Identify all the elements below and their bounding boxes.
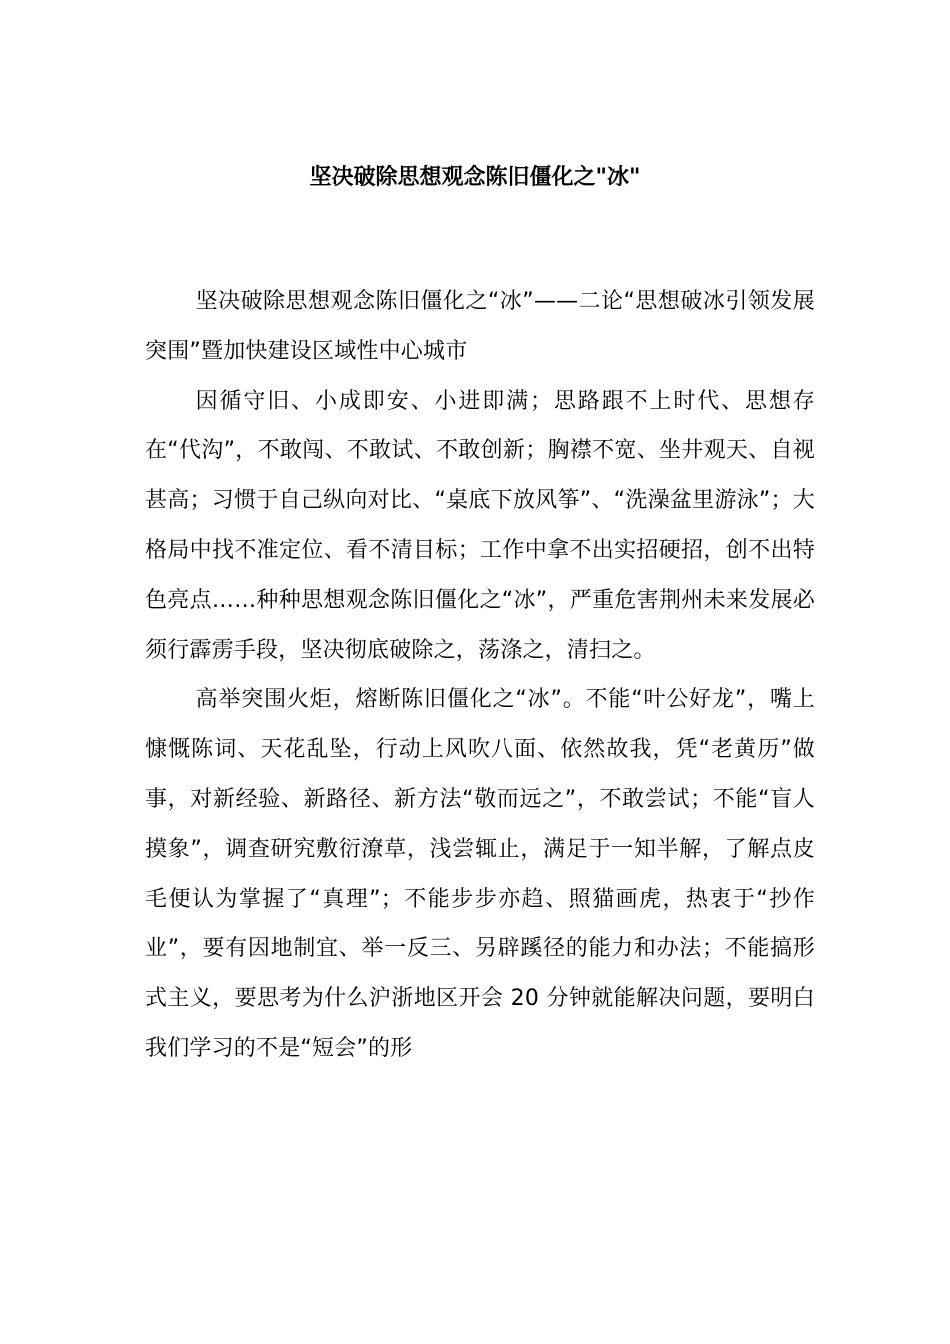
paragraph-1: 因循守旧、小成即安、小进即满；思路跟不上时代、思想存在“代沟”，不敢闯、不敢试、不敢创新；胸襟不宽、坐井观天、自视甚高；习惯于自己纵向对比、“桌底下放风筝”、“洗澡盆里游泳”；大格局中找不准定位、看不清目标；工作中拿不出实招硬招，创不出特色亮点……种种思想观念陈旧僵化之“冰”，严重危害荆州未来发展必须行霹雳手段，坚决彻底破除之，荡涤之，清扫之。 xyxy=(145,388,815,663)
paragraph-2: 高举突围火炬，熔断陈旧僵化之“冰”。不能“叶公好龙”，嘴上慷慨陈词、天花乱坠，行动上风吹八面、依然故我，凭“老黄历”做事，对新经验、新路径、新方法“敬而远之”，不敢尝试；不能“盲人摸象”，调查研究敷衍潦草，浅尝辄止，满足于一知半解，了解点皮毛便认为掌握了“真理”；不能步步亦趋、照猫画虎，热衷于“抄作业”，要有因地制宜、举一反三、另辟蹊径的能力和办法；不能搞形式主义，要思考为什么沪浙地区开会 20 分钟就能解决问题，要明白我们学习的不是“短会”的形 xyxy=(145,687,815,1061)
paragraph-subtitle: 坚决破除思想观念陈旧僵化之“冰”——二论“思想破冰引领发展突围”暨加快建设区域性中心城市 xyxy=(145,289,815,364)
document-title: 坚决破除思想观念陈旧僵化之"冰" xyxy=(309,165,641,190)
document-body xyxy=(145,277,815,1074)
